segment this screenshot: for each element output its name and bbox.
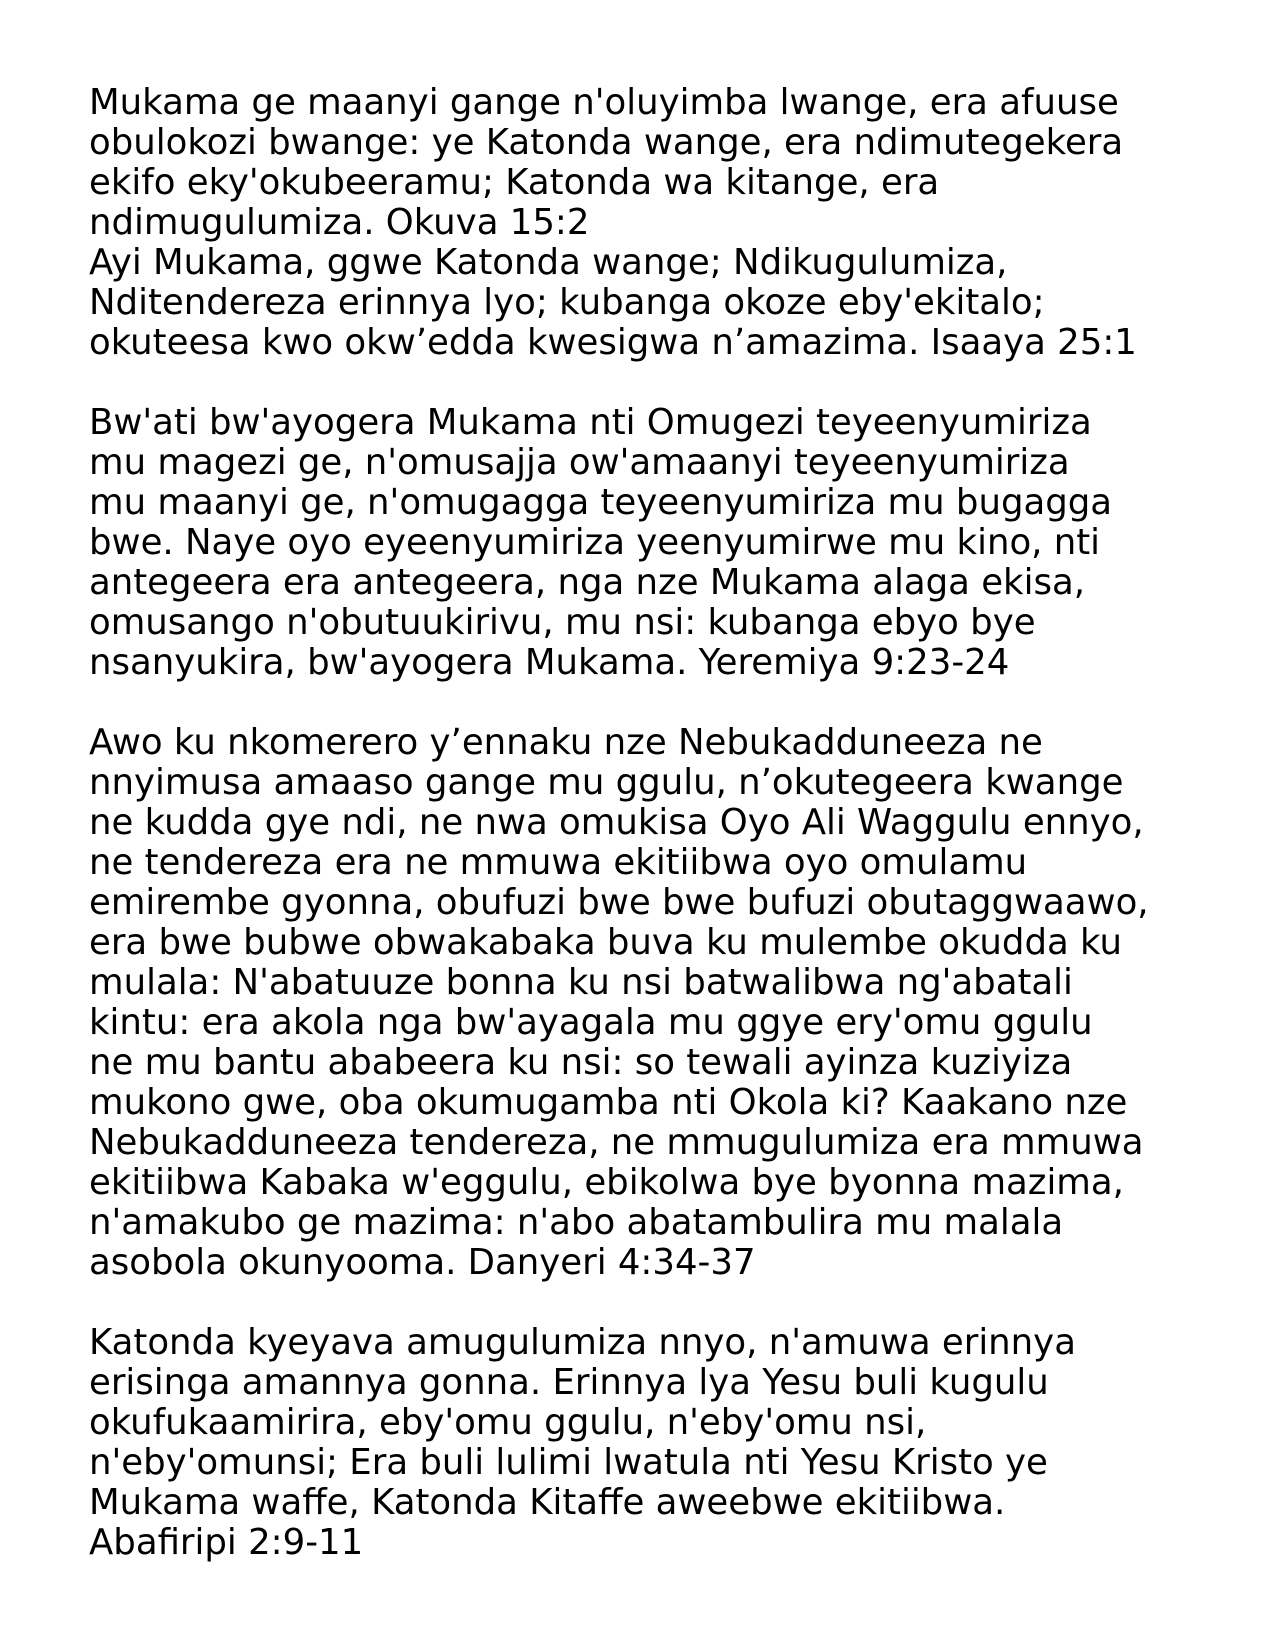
passage-4 [89,1323,1239,1563]
document-page [89,83,1239,1563]
text-line: Ayi Mukama, ggwe Katonda wange; Ndikugulumiza, [89,242,1008,283]
text-line: ekitiibwa Kabaka w'eggulu, ebikolwa bye byonna mazima, [89,1162,1124,1203]
text-line: Katonda kyeyava amugulumiza nnyo, n'amuwa erinnya [89,1322,1076,1363]
text-line: asobola okunyooma. Danyeri 4:34-37 [89,1242,756,1283]
text-line: obulokozi bwange: ye Katonda wange, era ndimutegekera [89,122,1124,163]
text-line: okufukaamirira, eby'omu ggulu, n'eby'omu nsi, [89,1402,927,1443]
text-line: bwe. Naye oyo eyeenyumiriza yeenyumirwe mu kino, nti [89,522,1101,563]
text-line: ndimugulumiza. Okuva 15:2 [89,202,590,243]
text-line: Awo ku nkomerero y’ennaku nze Nebukadduneeza ne [89,722,1043,763]
paragraph-spacer [89,1283,1239,1323]
text-line: nnyimusa amaaso gange mu ggulu, n’okutegeera kwange [89,762,1124,803]
text-line: kintu: era akola nga bw'ayagala mu ggye ery'omu ggulu [89,1002,1093,1043]
passage-2 [89,403,1239,683]
text-line: Bw'ati bw'ayogera Mukama nti Omugezi teyeenyumiriza [89,402,1092,443]
text-line: nsanyukira, bw'ayogera Mukama. Yeremiya 9:23-24 [89,642,1010,683]
text-line: ekifo eky'okubeeramu; Katonda wa kitange, era [89,162,940,203]
text-line: emirembe gyonna, obufuzi bwe bwe bufuzi obutaggwaawo, [89,882,1149,923]
text-line: mukono gwe, oba okumugamba nti Okola ki? Kaakano nze [89,1082,1128,1123]
text-line: Mukama waffe, Katonda Kitaffe aweebwe ekitiibwa. [89,1482,1006,1523]
text-line: mulala: N'abatuuze bonna ku nsi batwalibwa ng'abatali [89,962,1073,1003]
text-line: ne kudda gye ndi, ne nwa omukisa Oyo Ali Waggulu ennyo, [89,802,1144,843]
text-line: mu magezi ge, n'omusajja ow'amaanyi teyeenyumiriza [89,442,1070,483]
text-line: Abafiripi 2:9-11 [89,1522,364,1563]
paragraph-spacer [89,683,1239,723]
paragraph-spacer [89,363,1239,403]
text-line: Mukama ge maanyi gange n'oluyimba lwange, era afuuse [89,82,1119,123]
text-line: era bwe bubwe obwakabaka buva ku mulembe okudda ku [89,922,1123,963]
text-line: omusango n'obutuukirivu, mu nsi: kubanga ebyo bye [89,602,1036,643]
text-line: okuteesa kwo okw’edda kwesigwa n’amazima. Isaaya 25:1 [89,322,1137,363]
text-line: n'eby'omunsi; Era buli lulimi lwatula nti Yesu Kristo ye [89,1442,1048,1483]
text-line: Nebukadduneeza tendereza, ne mmugulumiza era mmuwa [89,1122,1144,1163]
text-line: antegeera era antegeera, nga nze Mukama alaga ekisa, [89,562,1085,603]
text-line: Nditendereza erinnya lyo; kubanga okoze eby'ekitalo; [89,282,1045,323]
passage-1 [89,83,1239,363]
text-line: erisinga amannya gonna. Erinnya lya Yesu buli kugulu [89,1362,1049,1403]
passage-3 [89,723,1239,1283]
text-line: ne mu bantu ababeera ku nsi: so tewali ayinza kuziyiza [89,1042,1073,1083]
text-line: ne tendereza era ne mmuwa ekitiibwa oyo omulamu [89,842,1028,883]
text-line: mu maanyi ge, n'omugagga teyeenyumiriza mu bugagga [89,482,1113,523]
text-line: n'amakubo ge mazima: n'abo abatambulira mu malala [89,1202,1064,1243]
